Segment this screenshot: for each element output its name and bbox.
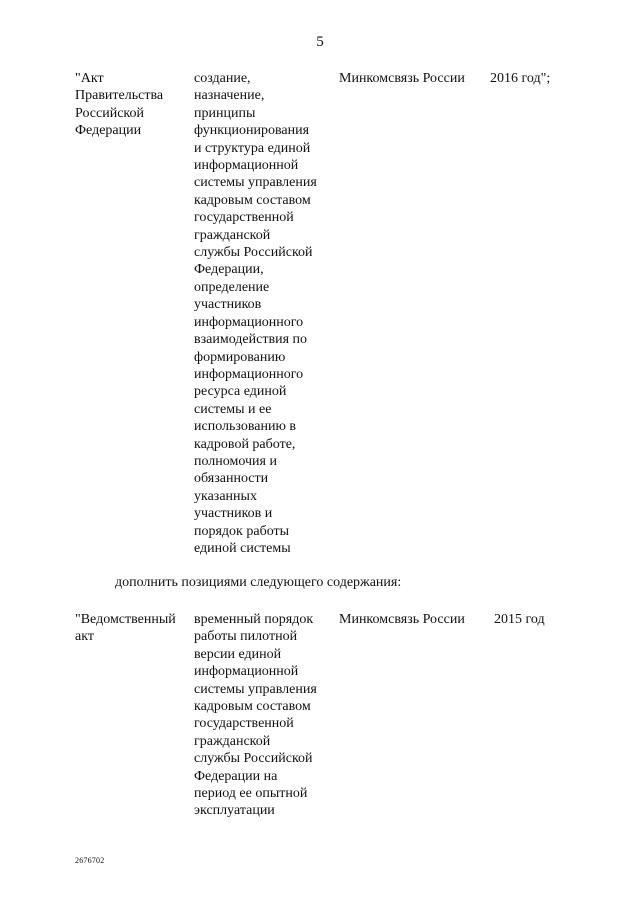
intro-text: дополнить позициями следующего содержания: — [115, 575, 402, 590]
act-content-cell: создание, назначение, принципы функционирования и структура единой информационной системы управления кадровым составом государственной гражданской службы Российской Федерации, определение участников информационного взаимодействия по формированию информационного ресурса единой системы и ее использованию в кадровой работе, полномочия и обязанности указанных участников и порядок работы единой системы — [194, 71, 317, 556]
deadline-cell: 2016 год"; — [490, 71, 551, 86]
responsible-cell: Минкомсвязь России — [339, 612, 465, 627]
act-type-cell: "Ведомственный акт — [75, 612, 176, 645]
act-content-cell: временный порядок работы пилотной версии единой информационной системы управления кадровым составом государственной гражданской службы Российской Федерации на период ее опытной эксплуатации — [194, 612, 317, 819]
document-code: 2676702 — [75, 856, 105, 865]
act-type-cell: "Акт Правительства Российской Федерации — [75, 71, 164, 139]
deadline-cell: 2015 год — [494, 612, 545, 627]
page-number: 5 — [316, 34, 324, 50]
responsible-cell: Минкомсвязь России — [339, 71, 465, 86]
